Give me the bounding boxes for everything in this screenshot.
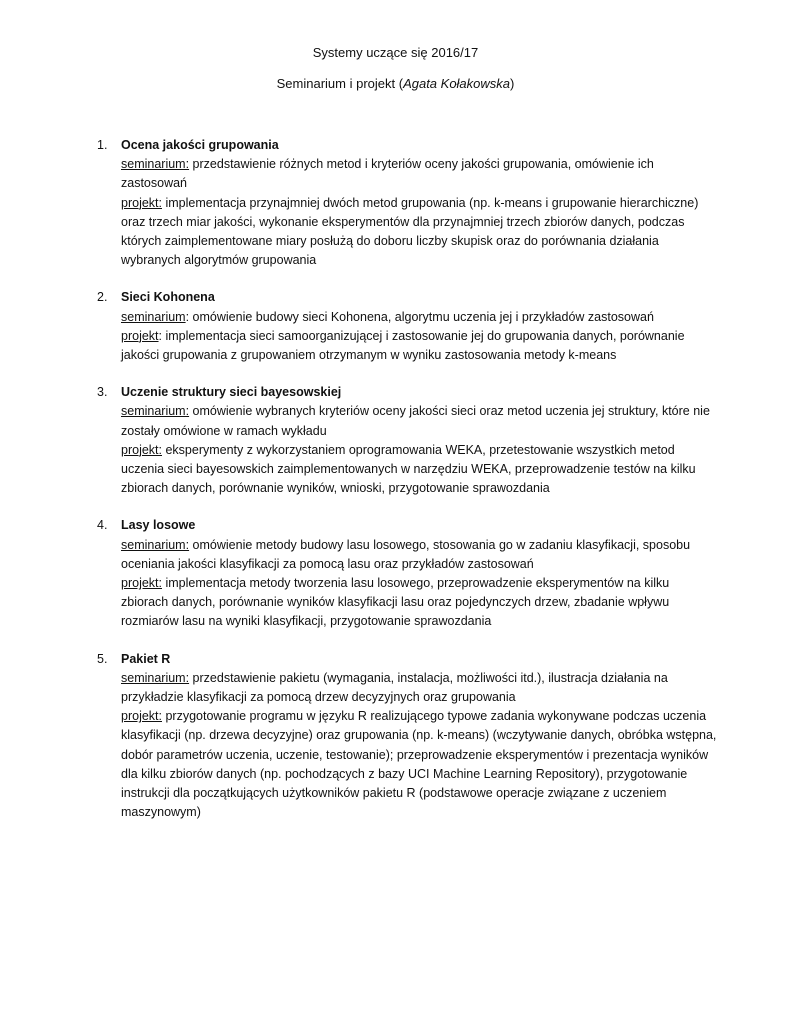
- seminar-label: seminarium:: [121, 670, 190, 685]
- page-title: Systemy uczące się 2016/17: [312, 45, 479, 60]
- project-text: : implementacja sieci samoorganizującej i zastosowanie jej do grupowania danych, porównanie jakości grupowania z grupowaniem otrzymanym w wyniku zastosowania metody k-means: [121, 328, 685, 363]
- topic-number: 1.: [97, 138, 108, 152]
- project-description: [121, 327, 717, 365]
- seminar-label: seminarium:: [121, 537, 190, 552]
- project-label: projekt:: [121, 195, 162, 210]
- topic-number: 4.: [97, 518, 108, 533]
- subtitle-suffix: ): [510, 76, 515, 91]
- seminar-label: seminarium:: [121, 157, 190, 172]
- topic-title: Ocena jakości grupowania: [121, 138, 279, 152]
- project-text: eksperymenty z wykorzystaniem oprogramowania WEKA, przetestowanie wszystkich metod uczenia sieci bayesowskich zaimplementowanych w narzędziu WEKA, przeprowadzenie testów na kilku zbiorach danych, porównanie wyników, wnioski, przygotowanie sprawozdania: [121, 442, 696, 496]
- topic-item: [97, 383, 717, 498]
- topic-title: Uczenie struktury sieci bayesowskiej: [121, 385, 342, 400]
- topic-item: [97, 650, 717, 823]
- topic-title: Sieci Kohonena: [121, 290, 215, 305]
- topic-title: Lasy losowe: [121, 518, 196, 533]
- seminar-label: seminarium:: [121, 404, 190, 419]
- topic-number: 5.: [97, 651, 108, 666]
- seminar-text: przedstawienie różnych metod i kryteriów oceny jakości grupowania, omówienie ich zastosowań: [121, 157, 654, 191]
- topic-number: 2.: [97, 290, 108, 305]
- seminar-description: [121, 308, 717, 327]
- project-text: implementacja metody tworzenia lasu losowego, przeprowadzenie eksperymentów na kilku zbiorach danych, porównanie wyników klasyfikacji lasu oraz pojedynczych drzew, zbadanie wpływu rozmiarów lasu na wyniki klasyfikacji, przygotowanie sprawozdania: [121, 576, 670, 629]
- project-label: projekt: [121, 328, 159, 343]
- seminar-label: seminarium: [121, 309, 186, 324]
- seminar-description: [121, 669, 717, 707]
- subtitle-author: Agata Kołakowska: [403, 76, 511, 91]
- project-description: [121, 707, 717, 822]
- topic-item: [97, 516, 717, 631]
- topic-title: Pakiet R: [121, 651, 171, 666]
- seminar-description: [121, 536, 717, 574]
- project-label: projekt:: [121, 709, 162, 724]
- seminar-text: : omówienie budowy sieci Kohonena, algorytmu uczenia jej i przykładów zastosowań: [185, 309, 654, 324]
- project-description: [121, 194, 717, 271]
- seminar-text: omówienie wybranych kryteriów oceny jakości sieci oraz metod uczenia jej struktury, które nie zostały omówione w ramach wykładu: [121, 404, 710, 438]
- seminar-description: [121, 402, 717, 440]
- project-label: projekt:: [121, 442, 162, 457]
- seminar-text: omówienie metody budowy lasu losowego, stosowania go w zadaniu klasyfikacji, sposobu oceniania jakości klasyfikacji za pomocą lasu oraz przykładów zastosowań: [121, 537, 691, 571]
- page-subtitle: [0, 75, 791, 92]
- seminar-text: przedstawienie pakietu (wymagania, instalacja, możliwości itd.), ilustracja działania na przykładzie klasyfikacji za pomocą drzew decyzyjnych oraz grupowania: [121, 670, 668, 705]
- project-text: przygotowanie programu w języku R realizującego typowe zadania wykonywane podczas uczenia klasyfikacji (np. drzewa decyzyjne) oraz grupowania (np. k-means) (wczytywanie danych, obróbka wstępna, dobór parametrów uczenia, uczenie, testowanie); przeprowadzenie eksperymentów i prezentacja wyników dla kilku zbiorów danych (np. pochodzących z bazy UCI Machine Learning Repository), przygotowanie instrukcji dla początkujących użytkowników pakietu R (podstawowe operacje związane z uczeniem maszynowym): [121, 709, 717, 820]
- subtitle-prefix: Seminarium i projekt (: [276, 76, 404, 91]
- project-description: [121, 441, 717, 499]
- topic-number: 3.: [97, 385, 108, 400]
- project-description: [121, 574, 717, 632]
- topic-item: [97, 288, 717, 365]
- seminar-description: [121, 155, 717, 193]
- project-text: implementacja przynajmniej dwóch metod grupowania (np. k-means i grupowanie hierarchiczne) oraz trzech miar jakości, wykonanie eksperymentów dla przynajmniej trzech zbiorów danych, podczas których zaimplementowane miary posłużą do doboru liczby skupisk oraz do porównania działania wybranych algorytmów grupowania: [121, 195, 699, 268]
- topic-item: [97, 136, 717, 270]
- project-label: projekt:: [121, 576, 162, 591]
- topic-list: [97, 136, 717, 841]
